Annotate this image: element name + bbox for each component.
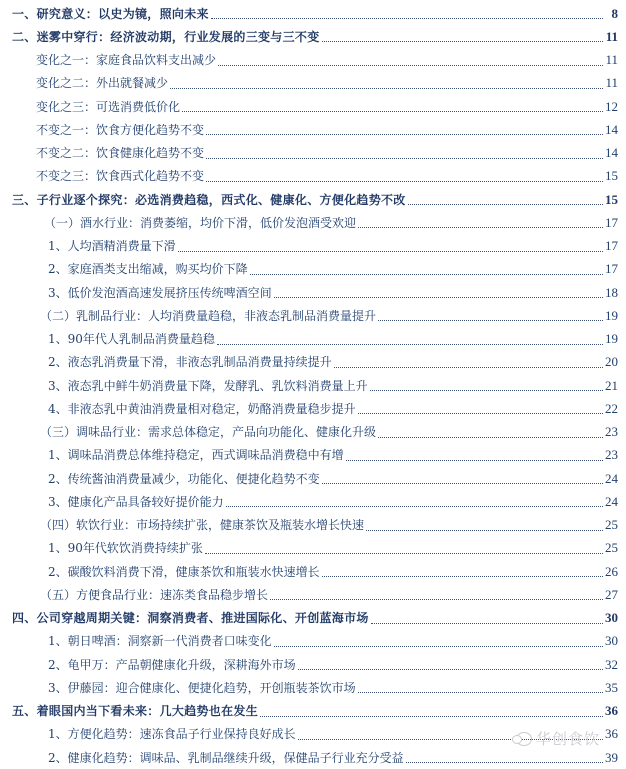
leader-dots xyxy=(322,482,603,484)
toc-entry-title: 1、90年代软饮消费持续扩张 xyxy=(48,541,203,556)
toc-entry[interactable] xyxy=(0,514,626,537)
leader-dots xyxy=(371,622,603,624)
toc-entry[interactable] xyxy=(0,72,626,95)
toc-entry-title: 4、非液态乳中黄油消费量相对稳定，奶酪消费量稳步提升 xyxy=(48,401,356,416)
toc-entry[interactable] xyxy=(0,118,626,141)
leader-dots xyxy=(218,64,603,66)
toc-entry[interactable] xyxy=(0,630,626,653)
leader-dots xyxy=(298,738,603,740)
toc-entry-page: 11 xyxy=(605,28,618,44)
toc-entry[interactable] xyxy=(0,700,626,723)
leader-dots xyxy=(408,203,603,205)
leader-dots xyxy=(217,343,603,345)
toc-entry[interactable] xyxy=(0,490,626,513)
toc-entry-title: （一）酒水行业：消费萎缩，均价下滑，低价发泡酒受欢迎 xyxy=(44,215,357,230)
leader-dots xyxy=(274,645,603,647)
toc-entry-page: 24 xyxy=(605,493,618,509)
toc-entry[interactable] xyxy=(0,351,626,374)
toc-entry-page: 32 xyxy=(605,656,618,672)
leader-dots xyxy=(366,529,603,531)
toc-entry[interactable] xyxy=(0,560,626,583)
toc-entry[interactable] xyxy=(0,607,626,630)
toc-entry[interactable] xyxy=(0,421,626,444)
toc-entry-title: 2、传统酱油消费量减少，功能化、便捷化趋势不变 xyxy=(48,471,320,486)
toc-entry-page: 17 xyxy=(605,238,618,254)
toc-entry[interactable] xyxy=(0,95,626,118)
toc-entry[interactable] xyxy=(0,653,626,676)
toc-entry-title: 3、液态乳中鲜牛奶消费量下降，发酵乳、乳饮料消费量上升 xyxy=(48,378,368,393)
toc-entry-title: 不变之二：饮食健康化趋势不变 xyxy=(36,146,205,161)
toc-entry-title: 3、低价发泡酒高速发展挤压传统啤酒空间 xyxy=(48,285,272,300)
leader-dots xyxy=(274,296,603,298)
toc-entry-page: 24 xyxy=(605,470,618,486)
toc-entry-page: 21 xyxy=(605,377,618,393)
toc-entry[interactable] xyxy=(0,142,626,165)
toc-entry-page: 19 xyxy=(605,307,618,323)
leader-dots xyxy=(334,366,603,368)
leader-dots xyxy=(322,40,603,42)
toc-entry-page: 17 xyxy=(605,214,618,230)
toc-entry[interactable] xyxy=(0,188,626,211)
toc-entry[interactable] xyxy=(0,537,626,560)
toc-entry[interactable] xyxy=(0,676,626,699)
toc-entry-page: 23 xyxy=(605,424,618,440)
table-of-contents xyxy=(0,2,626,769)
toc-entry-page: 15 xyxy=(605,191,618,207)
toc-entry-title: 变化之一：家庭食品饮料支出减少 xyxy=(36,53,217,68)
leader-dots xyxy=(170,87,603,89)
toc-entry[interactable] xyxy=(0,258,626,281)
toc-entry-page: 30 xyxy=(605,610,618,626)
toc-entry[interactable] xyxy=(0,328,626,351)
toc-entry-page: 19 xyxy=(605,331,618,347)
toc-entry-title: 1、人均酒精消费量下滑 xyxy=(48,239,176,254)
leader-dots xyxy=(322,575,603,577)
toc-entry-title: （三）调味品行业：需求总体稳定，产品向功能化、健康化升级 xyxy=(40,425,377,440)
toc-entry[interactable] xyxy=(0,165,626,188)
toc-entry[interactable] xyxy=(0,583,626,606)
toc-entry-title: 2、家庭酒类支出缩减，购买均价下降 xyxy=(48,262,248,277)
toc-entry-title: 不变之一：饮食方便化趋势不变 xyxy=(36,122,205,137)
toc-entry-page: 14 xyxy=(605,121,618,137)
leader-dots xyxy=(178,250,603,252)
toc-entry[interactable] xyxy=(0,397,626,420)
toc-entry-title: 五、着眼国内当下看未来：几大趋势也在发生 xyxy=(12,704,259,719)
leader-dots xyxy=(260,715,603,717)
leader-dots xyxy=(206,133,603,135)
toc-entry-page: 11 xyxy=(605,52,618,68)
toc-entry-title: 2、健康化趋势：调味品、乳制品继续升级，保健品子行业充分受益 xyxy=(48,750,404,765)
toc-entry-page: 20 xyxy=(605,354,618,370)
toc-entry-page: 35 xyxy=(605,679,618,695)
toc-entry-page: 8 xyxy=(611,5,618,21)
toc-entry-page: 23 xyxy=(605,447,618,463)
toc-entry[interactable] xyxy=(0,281,626,304)
toc-entry-page: 15 xyxy=(605,168,618,184)
toc-entry-title: 1、90年代人乳制品消费量趋稳 xyxy=(48,332,215,347)
watermark-text: 华创食饮 xyxy=(536,730,601,748)
toc-entry[interactable] xyxy=(0,25,626,48)
toc-entry-page: 14 xyxy=(605,145,618,161)
toc-entry-title: 变化之三：可选消费低价化 xyxy=(36,99,181,114)
toc-entry-page: 27 xyxy=(605,586,618,602)
toc-entry-title: （五）方便食品行业：速冻类食品稳步增长 xyxy=(40,587,269,602)
leader-dots xyxy=(205,552,603,554)
toc-entry-page: 12 xyxy=(605,98,618,114)
leader-dots xyxy=(346,459,603,461)
toc-entry-page: 26 xyxy=(605,563,618,579)
toc-entry-title: 二、迷雾中穿行：经济波动期，行业发展的三变与三不变 xyxy=(12,29,320,44)
toc-entry-page: 25 xyxy=(605,517,618,533)
toc-entry-title: 1、朝日啤酒：洞察新一代消费者口味变化 xyxy=(48,634,272,649)
toc-entry-title: 四、公司穿越周期关键：洞察消费者、推进国际化、开创蓝海市场 xyxy=(12,611,369,626)
leader-dots xyxy=(206,157,603,159)
toc-entry-title: 2、碳酸饮料消费下滑，健康茶饮和瓶装水快速增长 xyxy=(48,564,320,579)
leader-dots xyxy=(358,412,603,414)
leader-dots xyxy=(206,180,603,182)
leader-dots xyxy=(358,691,603,693)
toc-entry[interactable] xyxy=(0,444,626,467)
toc-entry[interactable] xyxy=(0,723,626,746)
leader-dots xyxy=(406,761,603,763)
toc-entry-title: 不变之三：饮食西式化趋势不变 xyxy=(36,169,205,184)
toc-entry-title: 一、研究意义：以史为镜，照向未来 xyxy=(12,6,209,21)
toc-entry-title: 3、健康化产品具备较好提价能力 xyxy=(48,494,224,509)
leader-dots xyxy=(182,110,603,112)
toc-entry-title: 1、调味品消费总体维持稳定，西式调味品消费稳中有增 xyxy=(48,448,344,463)
toc-entry[interactable] xyxy=(0,235,626,258)
toc-entry[interactable] xyxy=(0,2,626,25)
leader-dots xyxy=(250,273,603,275)
leader-dots xyxy=(298,668,603,670)
leader-dots xyxy=(358,226,603,228)
leader-dots xyxy=(226,505,603,507)
toc-entry-page: 22 xyxy=(605,400,618,416)
toc-entry-title: 变化之二：外出就餐减少 xyxy=(36,76,169,91)
toc-entry-page: 30 xyxy=(605,633,618,649)
toc-entry-page: 36 xyxy=(605,726,618,742)
toc-entry-title: 2、龟甲万：产品朝健康化升级，深耕海外市场 xyxy=(48,657,296,672)
toc-entry[interactable] xyxy=(0,746,626,769)
toc-entry-title: 3、伊藤园：迎合健康化、便捷化趋势，开创瓶装茶饮市场 xyxy=(48,680,356,695)
leader-dots xyxy=(370,389,603,391)
toc-entry-page: 17 xyxy=(605,261,618,277)
leader-dots xyxy=(211,17,603,19)
toc-entry[interactable] xyxy=(0,374,626,397)
toc-entry-title: 1、方便化趋势：速冻食品子行业保持良好成长 xyxy=(48,727,296,742)
toc-entry[interactable] xyxy=(0,467,626,490)
toc-entry-title: 2、液态乳消费量下滑，非液态乳制品消费量持续提升 xyxy=(48,355,332,370)
toc-entry[interactable] xyxy=(0,49,626,72)
toc-entry-page: 36 xyxy=(605,703,618,719)
toc-entry[interactable] xyxy=(0,304,626,327)
toc-entry[interactable] xyxy=(0,211,626,234)
toc-entry-page: 18 xyxy=(605,284,618,300)
leader-dots xyxy=(378,436,603,438)
toc-entry-title: 三、子行业逐个探究：必选消费趋稳，西式化、健康化、方便化趋势不改 xyxy=(12,192,406,207)
toc-entry-page: 39 xyxy=(605,749,618,765)
leader-dots xyxy=(378,319,603,321)
toc-entry-page: 25 xyxy=(605,540,618,556)
toc-entry-page: 11 xyxy=(605,75,618,91)
toc-entry-title: （四）软饮行业：市场持续扩张，健康茶饮及瓶装水增长快速 xyxy=(40,518,365,533)
toc-entry-title: （二）乳制品行业：人均消费量趋稳，非液态乳制品消费量提升 xyxy=(40,308,377,323)
leader-dots xyxy=(270,598,603,600)
